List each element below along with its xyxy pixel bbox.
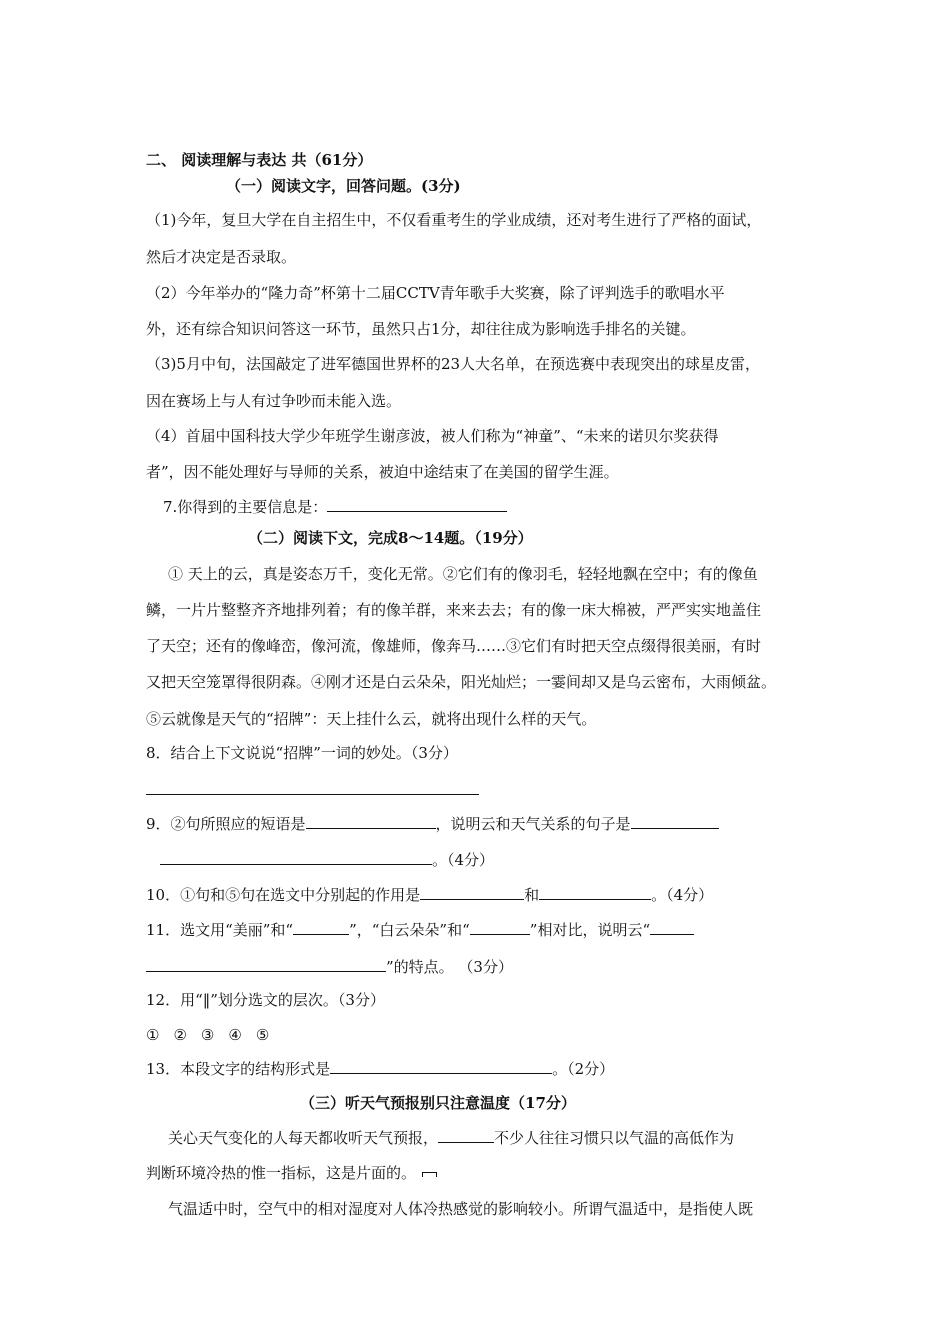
section-heading: 二、 阅读理解与表达 共（61分） bbox=[146, 151, 373, 169]
part1-item3-line1: （3)5月中旬，法国敲定了进军德国世界杯的23人大名单，在预选赛中表现突出的球星皮雷， bbox=[146, 355, 761, 373]
question-9-line1 bbox=[146, 813, 719, 834]
answer-blank[interactable] bbox=[438, 1127, 494, 1143]
paragraph-mark-1[interactable]: ① bbox=[146, 1026, 160, 1044]
answer-blank[interactable] bbox=[306, 813, 436, 829]
question-10-text-a: 10．①句和⑤句在选文中分别起的作用是 bbox=[146, 886, 421, 904]
question-12-marks bbox=[146, 1025, 269, 1045]
part2-heading: （二）阅读下文，完成8～14题。（19分） bbox=[248, 529, 533, 547]
passage-line-5: ⑤云就像是天气的“招牌”：天上挂什么云，就将出现什么样的天气。 bbox=[146, 710, 597, 728]
answer-blank[interactable] bbox=[650, 919, 694, 935]
passage-line-1: ① 天上的云，真是姿态万千，变化无常。②它们有的像羽毛，轻轻地飘在空中；有的像鱼 bbox=[168, 565, 758, 583]
passage-line-3: 了天空；还有的像峰峦，像河流，像雄师，像奔马……③它们有时把天空点缀得很美丽，有时 bbox=[146, 637, 762, 655]
part1-item1-line2: 然后才决定是否录取。 bbox=[146, 248, 297, 266]
answer-blank[interactable] bbox=[470, 919, 530, 935]
part1-item2-line2: 外，还有综合知识问答这一环节，虽然只占1分，却往往成为影响选手排名的关键。 bbox=[146, 320, 696, 338]
question-9-text-a: 9．②句所照应的短语是 bbox=[146, 815, 306, 833]
question-8: 8．结合上下文说说“招牌”一词的妙处。（3分） bbox=[146, 744, 458, 762]
paragraph-mark-5[interactable]: ⑤ bbox=[255, 1026, 270, 1044]
answer-blank[interactable] bbox=[327, 496, 507, 512]
question-9-line2 bbox=[160, 849, 494, 870]
answer-blank[interactable] bbox=[293, 919, 349, 935]
part3-line-1b: 不少人往往习惯只以气温的高低作为 bbox=[494, 1129, 735, 1147]
part1-heading: （一）阅读文字，回答问题。(3分) bbox=[226, 177, 461, 195]
question-11-text-c: ”相对比，说明云“ bbox=[529, 921, 651, 939]
question-13 bbox=[146, 1058, 614, 1079]
question-9-text-b: ，说明云和天气关系的句子是 bbox=[435, 815, 631, 833]
paragraph-mark-4[interactable]: ④ bbox=[228, 1026, 242, 1044]
answer-blank[interactable] bbox=[330, 1058, 552, 1074]
question-11-line1 bbox=[146, 919, 694, 940]
question-11-line2 bbox=[146, 956, 513, 977]
part1-item2-line1: （2）今年举办的“隆力奇”杯第十二届CCTV青年歌手大奖赛，除了评判选手的歌唱水平 bbox=[146, 284, 725, 302]
passage-line-4: 又把天空笼罩得很阴森。④刚才还是白云朵朵，阳光灿烂；一霎间却又是乌云密布，大雨倾盆。 bbox=[146, 673, 777, 691]
question-9-text-c: 。（4分） bbox=[432, 851, 495, 869]
part3-heading: （三）听天气预报别只注意温度（17分） bbox=[300, 1094, 576, 1112]
paragraph-mark-3[interactable]: ③ bbox=[200, 1026, 215, 1044]
part3-line-1a: 关心天气变化的人每天都收听天气预报， bbox=[168, 1129, 439, 1147]
part1-item4-line2: 者”，因不能处理好与导师的关系，被迫中途结束了在美国的留学生涯。 bbox=[146, 463, 619, 481]
question-10 bbox=[146, 884, 713, 905]
question-10-text-b: 和 bbox=[524, 886, 540, 904]
answer-blank[interactable] bbox=[539, 884, 651, 900]
question-10-text-c: 。（4分） bbox=[651, 886, 714, 904]
question-11-text-d: ”的特点。 （3分） bbox=[386, 958, 513, 976]
paragraph-mark-2[interactable]: ② bbox=[173, 1026, 187, 1044]
part3-line-1 bbox=[168, 1127, 734, 1148]
answer-blank[interactable] bbox=[631, 813, 719, 829]
question-7 bbox=[163, 496, 507, 517]
part3-line-3: 气温适中时，空气中的相对湿度对人体冷热感觉的影响较小。所谓气温适中，是指使人既 bbox=[168, 1200, 754, 1218]
question-12: 12．用“‖”划分选文的层次。（3分） bbox=[146, 991, 385, 1009]
part3-line-2 bbox=[146, 1163, 437, 1183]
passage-line-2: 鳞，一片片整整齐齐地排列着；有的像羊群，来来去去；有的像一床大棉被，严严实实地盖住 bbox=[146, 601, 762, 619]
part1-item1-line1: （1)今年，复旦大学在自主招生中，不仅看重考生的学业成绩，还对考生进行了严格的面试， bbox=[146, 211, 762, 229]
question-7-text: 7.你得到的主要信息是： bbox=[163, 498, 328, 516]
answer-blank[interactable] bbox=[146, 956, 386, 972]
question-13-text-b: 。（2分） bbox=[552, 1060, 615, 1078]
part1-item4-line1: （4）首届中国科技大学少年班学生谢彦波，被人们称为“神童”、“未来的诺贝尔奖获得 bbox=[146, 427, 719, 445]
bracket-blank[interactable] bbox=[422, 1172, 437, 1177]
question-13-text-a: 13．本段文字的结构形式是 bbox=[146, 1060, 331, 1078]
answer-line-q8[interactable] bbox=[146, 794, 479, 795]
answer-blank[interactable] bbox=[160, 849, 432, 865]
part1-item3-line2: 因在赛场上与人有过争吵而未能入选。 bbox=[146, 392, 402, 410]
question-11-text-a: 11．选文用“美丽”和“ bbox=[146, 921, 294, 939]
answer-blank[interactable] bbox=[420, 884, 524, 900]
part3-line-2-text: 判断环境冷热的惟一指标，这是片面的。 bbox=[146, 1164, 417, 1182]
question-11-text-b: ”，“白云朵朵”和“ bbox=[349, 921, 470, 939]
